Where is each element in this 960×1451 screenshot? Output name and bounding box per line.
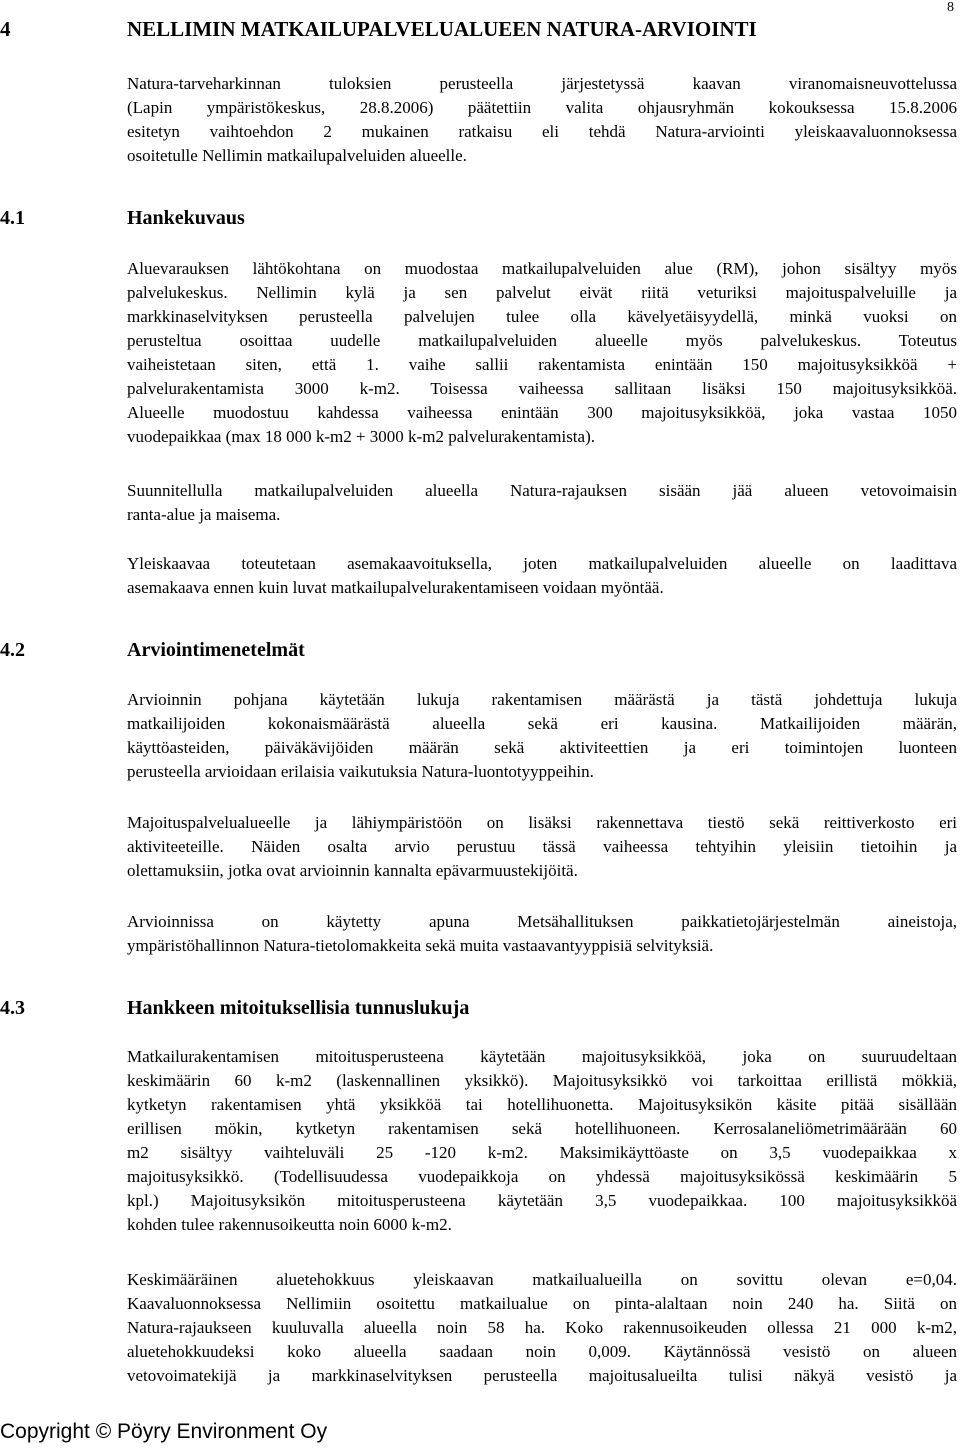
text-line: m2 sisältyy vaihteluväli 25 -120 k-m2. Maksimikäyttöaste on 3,5 vuodepaikkaa x [127, 1143, 957, 1162]
text-line: aktiviteeteille. Näiden osalta arvio perustuu tässä vaiheessa tehtyihin yleisiin tietoihin ja [127, 837, 957, 856]
text-line: kpl.) Majoitusyksikön mitoitusperusteena käytetään 3,5 vuodepaikkaa. 100 majoitusyksikköä [127, 1191, 957, 1210]
text-line: ympäristöhallinnon Natura-tietolomakkeita sekä muita vastaavantyyppisiä selvityksiä. [127, 936, 714, 955]
text-line: Alueelle muodostuu kahdessa vaiheessa enintään 300 majoitusyksikköä, joka vastaa 1050 [127, 403, 957, 422]
section-4-2-paragraph-2 [127, 811, 957, 883]
text-line: markkinaselvityksen perusteella palvelujen tulee olla kävelyetäisyydellä, minkä vuoksi on [127, 307, 957, 326]
page-number: 8 [947, 0, 954, 15]
text-line: Suunnitellulla matkailupalveluiden alueella Natura-rajauksen sisään jää alueen vetovoimaisin [127, 481, 957, 500]
section-title: Arviointimenetelmät [127, 639, 305, 661]
text-line: (Lapin ympäristökeskus, 28.8.2006) päätettiin valita ohjausryhmän kokouksessa 15.8.2006 [127, 98, 957, 117]
section-4-1-heading [0, 206, 245, 230]
section-number: 4.3 [0, 997, 25, 1019]
text-line: vetovoimatekijä ja markkinaselvityksen perusteella majoitusalueilta tulisi näkyä vesistö ja [127, 1366, 957, 1385]
text-line: palvelukeskus. Nellimin kylä ja sen palvelut eivät riitä veturiksi majoituspalveluille ja [127, 283, 957, 302]
section-4-3-paragraph-1 [127, 1045, 957, 1237]
text-line: vaiheistetaan siten, että 1. vaihe sallii rakentamista enintään 150 majoitusyksikköä + [127, 355, 957, 374]
text-line: vuodepaikkaa (max 18 000 k-m2 + 3000 k-m2 palvelurakentamista). [127, 427, 595, 446]
section-4-paragraph-1 [127, 72, 957, 168]
copyright-footer: Copyright © Pöyry Environment Oy [0, 1420, 328, 1443]
text-line: erillisen mökin, kytketyn rakentamisen sekä hotellihuoneen. Kerrosalaneliömetrimäärään 60 [127, 1119, 957, 1138]
text-line: Aluevarauksen lähtökohtana on muodostaa matkailupalveluiden alue (RM), johon sisältyy myös [127, 259, 957, 278]
section-4-3-heading [0, 996, 469, 1020]
section-4-3-paragraph-2 [127, 1268, 957, 1388]
section-number: 4.2 [0, 639, 25, 661]
section-title: Hankekuvaus [127, 207, 245, 229]
text-line: Natura-tarveharkinnan tuloksien perusteella järjestetyssä kaavan viranomaisneuvottelussa [127, 74, 957, 93]
section-4-1-paragraph-1 [127, 257, 957, 449]
text-line: Yleiskaavaa toteutetaan asemakaavoituksella, joten matkailupalveluiden alueelle on laadittava [127, 554, 957, 573]
section-4-2-paragraph-3 [127, 910, 957, 958]
text-line: Keskimääräinen aluetehokkuus yleiskaavan matkailualueilla on sovittu olevan e=0,04. [127, 1270, 957, 1289]
text-line: Matkailurakentamisen mitoitusperusteena käytetään majoitusyksikköä, joka on suuruudeltaan [127, 1047, 957, 1066]
text-line: keskimäärin 60 k-m2 (laskennallinen yksikkö). Majoitusyksikkö voi tarkoittaa erillistä mökkiä, [127, 1071, 957, 1090]
section-4-1-paragraph-2 [127, 479, 957, 527]
text-line: perusteella arvioidaan erilaisia vaikutuksia Natura-luontotyyppeihin. [127, 762, 594, 781]
text-line: käyttöasteiden, päiväkävijöiden määrän sekä aktiviteettien ja eri toimintojen luonteen [127, 738, 957, 757]
text-line: Kaavaluonnoksessa Nellimiin osoitettu matkailualue on pinta-alaltaan noin 240 ha. Siitä on [127, 1294, 957, 1313]
section-4-1-paragraph-3 [127, 552, 957, 600]
text-line: kohden tulee rakennusoikeutta noin 6000 k-m2. [127, 1215, 452, 1234]
text-line: olettamuksiin, jotka ovat arvioinnin kannalta epävarmuustekijöitä. [127, 861, 578, 880]
section-4-2-heading [0, 638, 305, 662]
text-line: Majoituspalvelualueelle ja lähiympäristöön on lisäksi rakennettava tiestö sekä reittiverkosto eri [127, 813, 957, 832]
text-line: esitetyn vaihtoehdon 2 mukainen ratkaisu eli tehdä Natura-arviointi yleiskaavaluonnoksessa [127, 122, 957, 141]
text-line: kytketyn rakentamisen yhtä yksikköä tai hotellihuonetta. Majoitusyksikön käsite pitää sisällään [127, 1095, 957, 1114]
text-line: perusteltua osoittaa uudelle matkailupalveluiden alueelle myös palvelukeskus. Toteutus [127, 331, 957, 350]
text-line: aluetehokkuudeksi koko alueella saadaan noin 0,009. Käytännössä vesistö on alueen [127, 1342, 957, 1361]
text-line: Natura-rajaukseen kuuluvalla alueella noin 58 ha. Koko rakennusoikeuden ollessa 21 000 k-m2, [127, 1318, 957, 1337]
text-line: Arvioinnissa on käytetty apuna Metsähallituksen paikkatietojärjestelmän aineistoja, [127, 912, 957, 931]
section-4-2-paragraph-1 [127, 688, 957, 784]
text-line: majoitusyksikkö. (Todellisuudessa vuodepaikkoja on yhdessä majoitusyksikössä keskimäärin 5 [127, 1167, 957, 1186]
text-line: Arvioinnin pohjana käytetään lukuja rakentamisen määrästä ja tästä johdettuja lukuja [127, 690, 957, 709]
section-title: Hankkeen mitoituksellisia tunnuslukuja [127, 997, 470, 1019]
text-line: palvelurakentamista 3000 k-m2. Toisessa vaiheessa sallitaan lisäksi 150 majoitusyksikköä. [127, 379, 957, 398]
section-number: 4.1 [0, 207, 25, 229]
text-line: ranta-alue ja maisema. [127, 505, 281, 524]
section-number: 4 [0, 17, 11, 41]
text-line: matkailijoiden kokonaismäärästä alueella sekä eri kausina. Matkailijoiden määrän, [127, 714, 957, 733]
text-line: osoitetulle Nellimin matkailupalveluiden alueelle. [127, 146, 467, 165]
text-line: asemakaava ennen kuin luvat matkailupalvelurakentamiseen voidaan myöntää. [127, 578, 664, 597]
section-title: NELLIMIN MATKAILUPALVELUALUEEN NATURA-ARVIOINTI [127, 17, 757, 41]
section-4-heading [0, 17, 757, 41]
